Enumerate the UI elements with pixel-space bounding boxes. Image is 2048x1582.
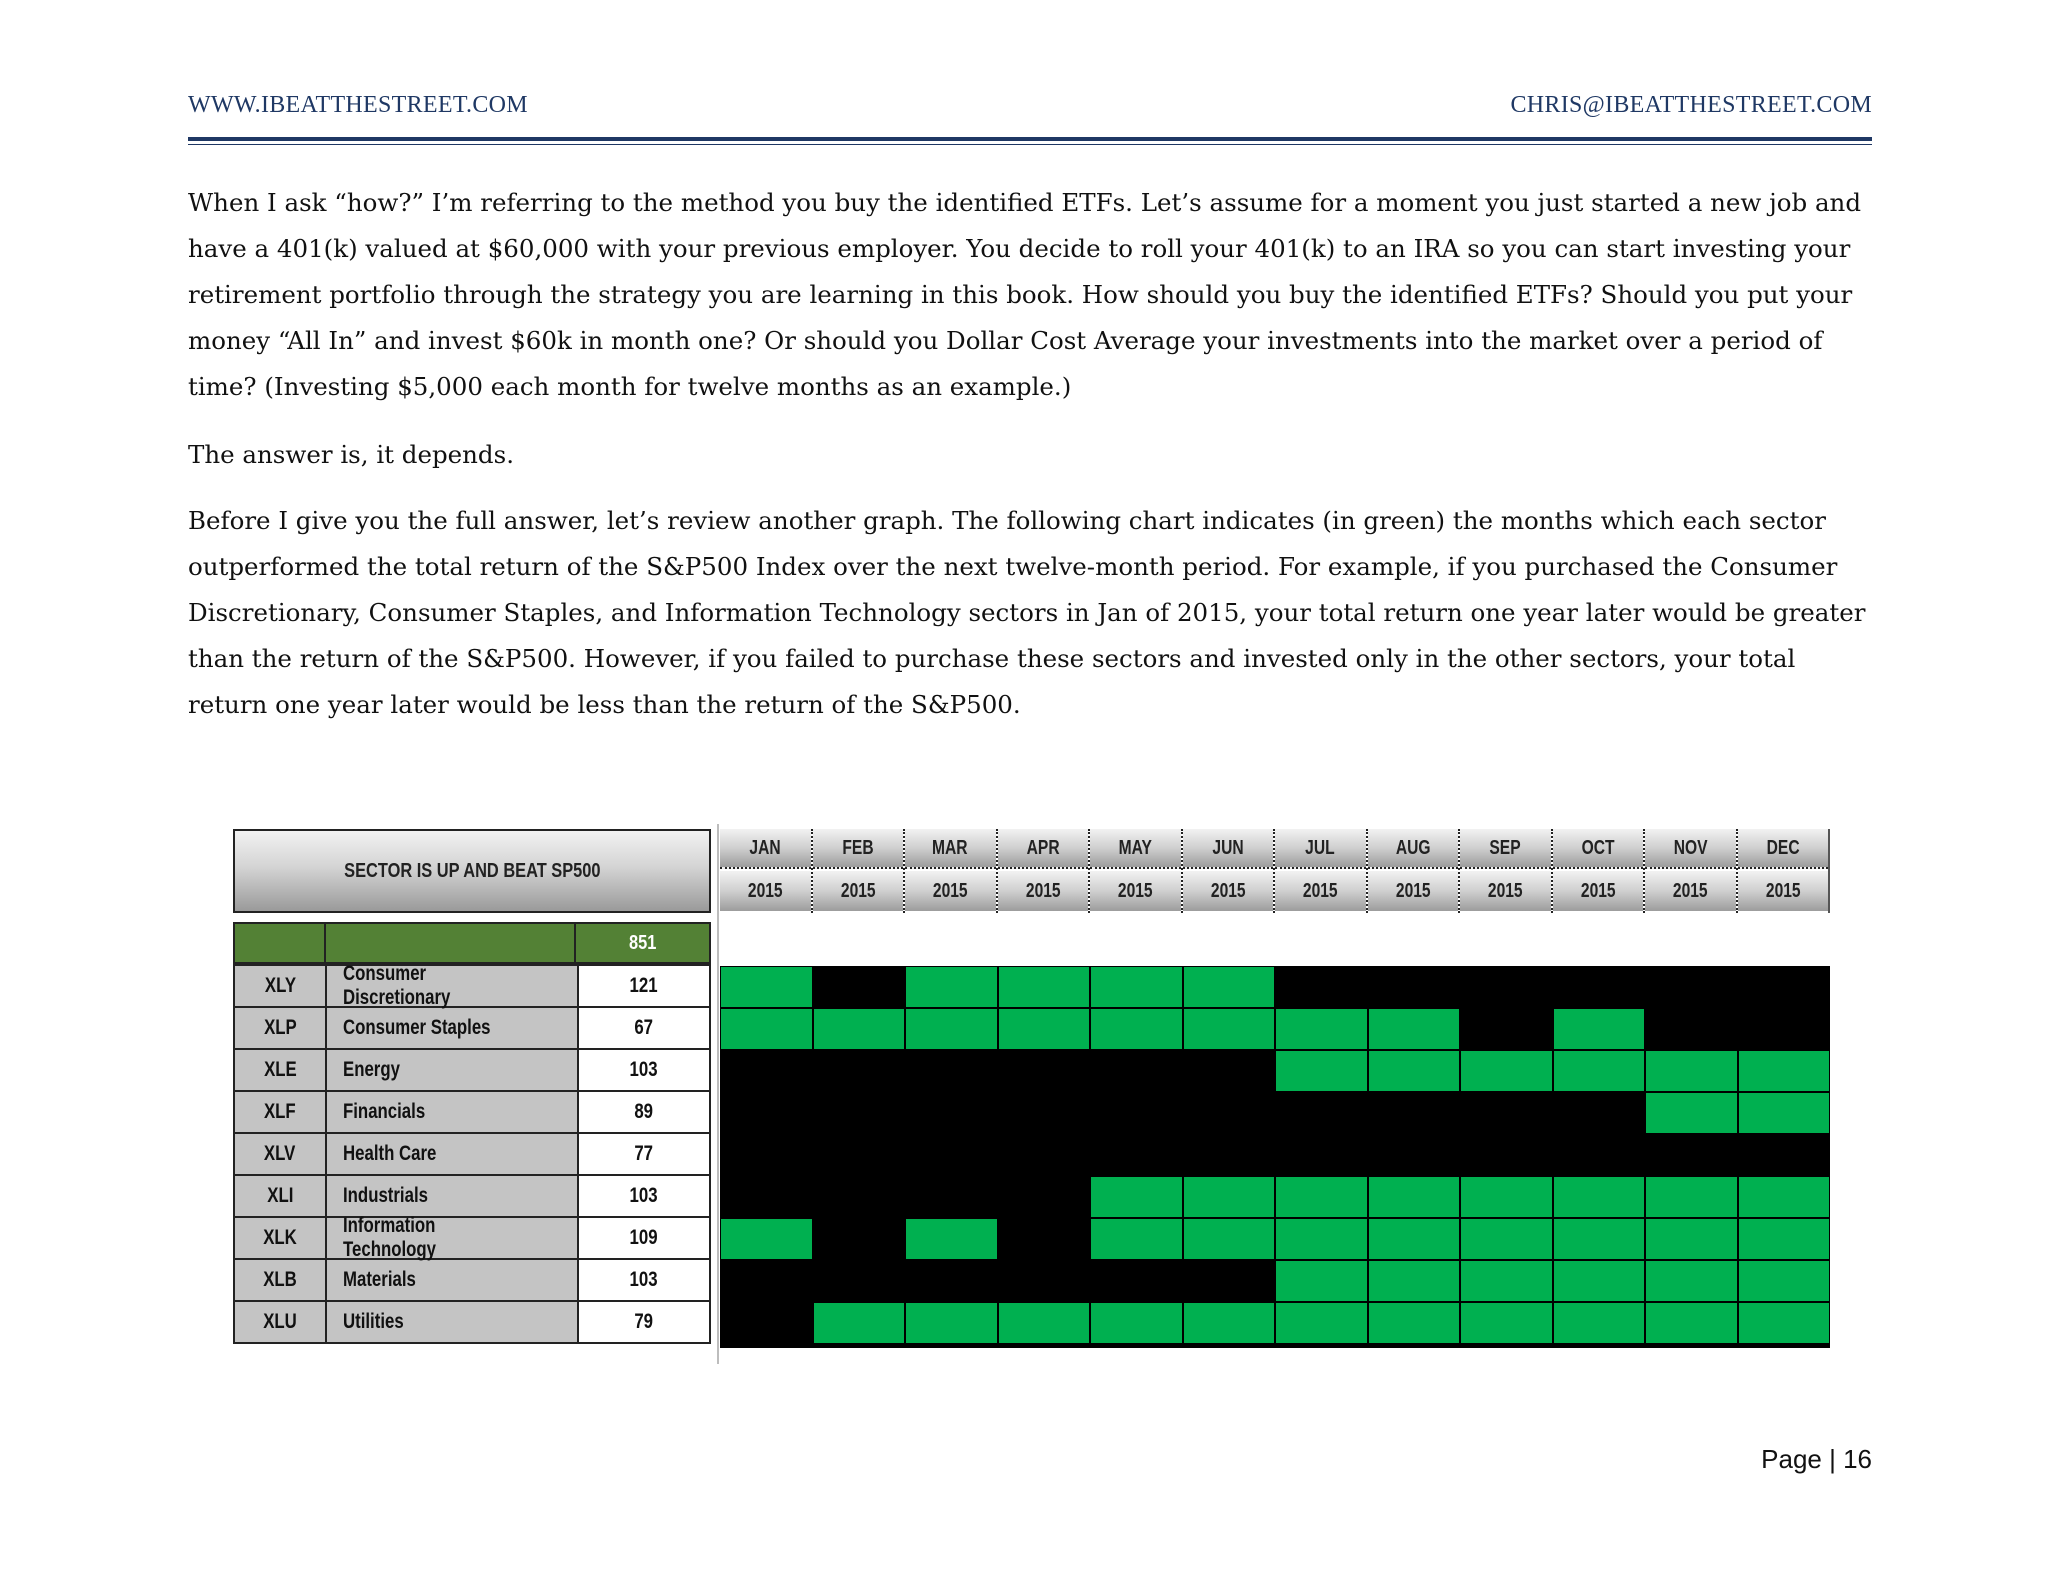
month-label-text: AUG — [1395, 836, 1431, 859]
beat-cell-green — [1368, 1302, 1461, 1344]
year-label-text: 2015 — [1395, 879, 1431, 902]
beat-cell-black — [998, 1218, 1091, 1260]
beat-cell-green — [1738, 1302, 1831, 1344]
beat-cell-green — [1275, 1176, 1368, 1218]
beat-cell-black — [720, 1134, 813, 1176]
month-label — [1460, 829, 1551, 869]
paragraph-text: Before I give you the full answer, let’s review another graph. The following chart indicates (in green) the months which each sector outperformed the total return of the S&P500 Index over the next twelve-month period. For example, if you purchased the Consumer Discretionary, Consumer Staples, and Information Technology sectors in Jan of 2015, your total return one year later would be greater than the return of the S&P500. However, if you failed to purchase these sectors and invested only in the other sectors, your total return one year later would be less than the return of the S&P500. — [188, 506, 1866, 719]
page-header — [188, 92, 1872, 126]
sector-ticker-cell — [235, 1092, 327, 1132]
beat-cell-green — [1275, 1008, 1368, 1050]
month-label — [1553, 829, 1644, 869]
beat-cell-green — [1738, 1050, 1831, 1092]
year-label — [1645, 871, 1736, 911]
sector-ticker-cell — [235, 1050, 327, 1090]
year-label — [813, 871, 904, 911]
sector-ticker-cell — [235, 1176, 327, 1216]
year-label — [1183, 871, 1274, 911]
beat-cell-green — [1553, 1260, 1646, 1302]
beat-cell-green — [1460, 1050, 1553, 1092]
paragraph-answer — [188, 432, 1878, 498]
beat-cell-black — [1738, 1134, 1831, 1176]
beat-cell-green — [1368, 1050, 1461, 1092]
sector-ticker: XLI — [266, 1184, 294, 1207]
beat-cell-black — [1090, 1260, 1183, 1302]
year-label — [1460, 871, 1551, 911]
beat-cell-black — [813, 1218, 906, 1260]
sector-count: 103 — [629, 1184, 659, 1207]
beat-cell-green — [1090, 1302, 1183, 1344]
paragraph-text: The answer is, it depends. — [188, 440, 514, 469]
year-label — [1553, 871, 1644, 911]
year-label-text: 2015 — [1672, 879, 1708, 902]
month-header-nov — [1645, 829, 1738, 913]
beat-cell-green — [1183, 966, 1276, 1008]
sector-name: Consumer Staples — [343, 1016, 491, 1039]
beat-cell-black — [1368, 1092, 1461, 1134]
year-label — [1090, 871, 1181, 911]
beat-cell-green — [1553, 1176, 1646, 1218]
month-label — [998, 829, 1089, 869]
beat-cell-black — [1368, 966, 1461, 1008]
beat-cell-green — [1738, 1176, 1831, 1218]
month-label — [813, 829, 904, 869]
beat-cell-black — [998, 1134, 1091, 1176]
header-rule-thin — [188, 144, 1872, 145]
beat-cell-green — [1645, 1302, 1738, 1344]
sector-count: 103 — [629, 1058, 659, 1081]
beat-cell-black — [1090, 1092, 1183, 1134]
table-row — [235, 1048, 709, 1090]
sector-name-cell — [327, 1176, 579, 1216]
sector-name-cell — [327, 1214, 579, 1261]
sector-name-cell — [327, 1050, 579, 1090]
year-label-text: 2015 — [1487, 879, 1523, 902]
beat-cell-black — [813, 1092, 906, 1134]
beat-cell-black — [1553, 966, 1646, 1008]
sector-ticker-cell — [235, 1134, 327, 1174]
year-label-text: 2015 — [1302, 879, 1338, 902]
beat-cell-green — [1183, 1302, 1276, 1344]
month-header-sep — [1460, 829, 1553, 913]
beat-cell-black — [1275, 1092, 1368, 1134]
month-header-oct — [1553, 829, 1646, 913]
beat-cell-black — [998, 1260, 1091, 1302]
beat-cell-green — [1368, 1218, 1461, 1260]
total-row — [233, 922, 711, 964]
sector-name-cell — [327, 1302, 579, 1342]
beat-cell-black — [1275, 1134, 1368, 1176]
month-header-jun — [1183, 829, 1276, 913]
month-header-jan — [720, 829, 813, 913]
beat-cell-black — [720, 1302, 813, 1344]
table-row — [235, 1006, 709, 1048]
beat-cell-black — [720, 1092, 813, 1134]
beat-cell-black — [1183, 1260, 1276, 1302]
beat-cell-green — [720, 966, 813, 1008]
header-rule-thick — [188, 137, 1872, 141]
beat-cell-black — [813, 1176, 906, 1218]
sector-count-cell — [579, 1008, 709, 1048]
beat-cell-black — [1460, 1008, 1553, 1050]
beat-cell-green — [905, 1302, 998, 1344]
beat-cell-black — [1645, 1134, 1738, 1176]
year-label — [1368, 871, 1459, 911]
beat-cell-black — [998, 1176, 1091, 1218]
beat-cell-black — [720, 1176, 813, 1218]
month-header-jul — [1275, 829, 1368, 913]
month-label — [1275, 829, 1366, 869]
chart-title-box — [233, 829, 711, 913]
sector-ticker: XLF — [264, 1100, 296, 1123]
beat-cell-green — [1553, 1008, 1646, 1050]
sector-name: Industrials — [343, 1184, 428, 1207]
beat-cell-green — [1460, 1302, 1553, 1344]
beat-cell-black — [905, 1260, 998, 1302]
beat-cell-green — [1460, 1218, 1553, 1260]
total-blank-cell — [235, 924, 326, 962]
beat-cell-green — [1738, 1092, 1831, 1134]
sector-ticker: XLU — [263, 1310, 297, 1333]
beat-cell-green — [1553, 1302, 1646, 1344]
table-row — [235, 962, 709, 1009]
month-label-text: OCT — [1581, 836, 1615, 859]
paragraph-text: When I ask “how?” I’m referring to the method you buy the identified ETFs. Let’s assume for a moment you just started a new job and have a 401(k) valued at $60,000 with your previous employer. You decide to roll your 401(k) to an IRA so you can start investing your retirement portfolio through the strategy you are learning in this book. How should you buy the identified ETFs? Should you put your money “All In” and invest $60k in month one? Or should you Dollar Cost Average your investments into the market over a period of time? (Investing $5,000 each month for twelve months as an example.) — [188, 188, 1862, 401]
beat-cell-black — [813, 1134, 906, 1176]
month-label-text: JUN — [1212, 836, 1244, 859]
month-label-text: APR — [1026, 836, 1060, 859]
beat-cell-black — [1090, 1050, 1183, 1092]
sector-name: Financials — [343, 1100, 426, 1123]
month-label-text: MAY — [1118, 836, 1152, 859]
sector-beat-chart — [233, 824, 1833, 1364]
table-row — [235, 1090, 709, 1132]
sector-count: 121 — [629, 974, 659, 997]
chart-divider — [717, 824, 719, 1364]
table-row — [235, 1300, 709, 1342]
sector-ticker: XLY — [264, 974, 296, 997]
month-label-text: FEB — [842, 836, 874, 859]
beat-cell-black — [813, 1260, 906, 1302]
sector-name: Materials — [343, 1268, 416, 1291]
beat-cell-green — [1460, 1176, 1553, 1218]
sector-count-cell — [579, 1302, 709, 1342]
beat-cell-black — [1275, 966, 1368, 1008]
beat-cell-green — [1275, 1260, 1368, 1302]
month-header-apr — [998, 829, 1091, 913]
beat-cell-green — [1183, 1008, 1276, 1050]
table-row — [235, 1132, 709, 1174]
beat-cell-green — [1090, 1008, 1183, 1050]
sector-count-cell — [579, 966, 709, 1006]
beat-cell-green — [1738, 1260, 1831, 1302]
sector-name: Utilities — [343, 1310, 404, 1333]
beat-cell-green — [1090, 1176, 1183, 1218]
sector-count-cell — [579, 1260, 709, 1300]
month-label — [1090, 829, 1181, 869]
month-label-text: SEP — [1489, 836, 1521, 859]
beat-cell-green — [813, 1008, 906, 1050]
email-address[interactable]: CHRIS@IBEATTHESTREET.COM — [1510, 92, 1872, 118]
beat-cell-green — [1275, 1218, 1368, 1260]
sector-count: 79 — [634, 1310, 654, 1333]
beat-cell-black — [1090, 1134, 1183, 1176]
beat-cell-green — [998, 966, 1091, 1008]
beat-cell-black — [1460, 1092, 1553, 1134]
beat-cell-black — [1645, 1008, 1738, 1050]
beat-cell-green — [1090, 966, 1183, 1008]
sector-count-cell — [579, 1092, 709, 1132]
beat-cell-green — [1460, 1260, 1553, 1302]
beat-cell-green — [1183, 1176, 1276, 1218]
sector-ticker-cell — [235, 1302, 327, 1342]
beat-cell-black — [1738, 966, 1831, 1008]
beat-cell-black — [1368, 1134, 1461, 1176]
beat-cell-black — [1553, 1134, 1646, 1176]
beat-grid — [720, 966, 1830, 1348]
beat-cell-green — [1645, 1218, 1738, 1260]
year-label-text: 2015 — [1210, 879, 1246, 902]
sector-name-cell — [327, 962, 579, 1009]
beat-cell-green — [720, 1008, 813, 1050]
sector-ticker-cell — [235, 1008, 327, 1048]
sector-name-cell — [327, 1008, 579, 1048]
month-label-text: JUL — [1305, 836, 1335, 859]
sector-name: Consumer Discretionary — [343, 962, 451, 1009]
year-label — [905, 871, 996, 911]
year-label-text: 2015 — [1580, 879, 1616, 902]
sector-name-cell — [327, 1092, 579, 1132]
page-number: Page | 16 — [1761, 1444, 1872, 1474]
table-row — [235, 1258, 709, 1300]
month-label — [905, 829, 996, 869]
beat-cell-black — [813, 966, 906, 1008]
year-label-text: 2015 — [840, 879, 876, 902]
website-url[interactable]: WWW.IBEATTHESTREET.COM — [188, 92, 528, 118]
beat-cell-green — [905, 1008, 998, 1050]
month-header-mar — [905, 829, 998, 913]
beat-cell-green — [905, 966, 998, 1008]
chart-title: SECTOR IS UP AND BEAT SP500 — [343, 859, 601, 882]
paragraph-how — [188, 180, 1878, 430]
beat-cell-black — [813, 1050, 906, 1092]
month-label — [1368, 829, 1459, 869]
year-label — [720, 871, 811, 911]
sector-ticker-cell — [235, 1218, 327, 1258]
paragraph-graph-intro — [188, 498, 1878, 748]
beat-cell-green — [1553, 1050, 1646, 1092]
sector-ticker: XLE — [263, 1058, 297, 1081]
month-label-text: NOV — [1673, 836, 1708, 859]
sector-ticker: XLV — [264, 1142, 296, 1165]
table-row — [235, 1174, 709, 1216]
year-label-text: 2015 — [747, 879, 783, 902]
beat-cell-green — [1645, 1260, 1738, 1302]
beat-cell-green — [813, 1302, 906, 1344]
sector-count: 67 — [634, 1016, 654, 1039]
month-label-text: JAN — [749, 836, 781, 859]
beat-cell-black — [1183, 1050, 1276, 1092]
sector-count: 77 — [634, 1142, 654, 1165]
beat-cell-green — [1738, 1218, 1831, 1260]
beat-cell-black — [905, 1050, 998, 1092]
total-count: 851 — [628, 931, 657, 954]
beat-cell-black — [998, 1092, 1091, 1134]
beat-cell-black — [905, 1176, 998, 1218]
beat-cell-black — [1553, 1092, 1646, 1134]
month-label — [1183, 829, 1274, 869]
beat-cell-green — [1275, 1302, 1368, 1344]
sector-name: Energy — [343, 1058, 400, 1081]
year-label — [998, 871, 1089, 911]
month-header-feb — [813, 829, 906, 913]
sector-ticker-cell — [235, 1260, 327, 1300]
month-label — [1738, 829, 1829, 869]
sector-table — [233, 964, 711, 1344]
year-label-text: 2015 — [1765, 879, 1801, 902]
sector-ticker-cell — [235, 966, 327, 1006]
month-header-may — [1090, 829, 1183, 913]
month-label — [1645, 829, 1736, 869]
month-label-text: DEC — [1766, 836, 1800, 859]
year-label — [1275, 871, 1366, 911]
sector-name: Health Care — [343, 1142, 437, 1165]
month-header-row — [720, 829, 1830, 913]
sector-ticker: XLP — [263, 1016, 297, 1039]
beat-cell-green — [1090, 1218, 1183, 1260]
total-blank-cell — [326, 924, 576, 962]
sector-count: 109 — [629, 1226, 659, 1249]
beat-cell-green — [1368, 1008, 1461, 1050]
month-label — [720, 829, 811, 869]
beat-cell-green — [1368, 1176, 1461, 1218]
beat-cell-black — [1183, 1092, 1276, 1134]
beat-cell-green — [905, 1218, 998, 1260]
sector-count-cell — [579, 1218, 709, 1258]
beat-cell-black — [1183, 1134, 1276, 1176]
beat-cell-green — [720, 1218, 813, 1260]
beat-cell-green — [1645, 1092, 1738, 1134]
beat-cell-black — [720, 1260, 813, 1302]
beat-cell-green — [1553, 1218, 1646, 1260]
year-label-text: 2015 — [1025, 879, 1061, 902]
beat-cell-green — [1275, 1050, 1368, 1092]
year-label — [1738, 871, 1829, 911]
total-count-cell — [576, 924, 709, 962]
sector-ticker: XLB — [263, 1268, 297, 1291]
month-label-text: MAR — [932, 836, 969, 859]
beat-cell-black — [998, 1050, 1091, 1092]
sector-count: 89 — [634, 1100, 654, 1123]
month-header-dec — [1738, 829, 1831, 913]
beat-cell-black — [1460, 1134, 1553, 1176]
month-header-aug — [1368, 829, 1461, 913]
beat-cell-green — [998, 1008, 1091, 1050]
beat-cell-green — [1645, 1050, 1738, 1092]
year-label-text: 2015 — [1117, 879, 1153, 902]
beat-cell-green — [998, 1302, 1091, 1344]
sector-count: 103 — [629, 1268, 659, 1291]
beat-cell-black — [1645, 966, 1738, 1008]
sector-name-cell — [327, 1260, 579, 1300]
beat-cell-green — [1183, 1218, 1276, 1260]
sector-count-cell — [579, 1134, 709, 1174]
beat-cell-black — [1460, 966, 1553, 1008]
sector-ticker: XLK — [263, 1226, 297, 1249]
sector-name: Information Technology — [343, 1214, 437, 1261]
beat-cell-green — [1368, 1260, 1461, 1302]
sector-count-cell — [579, 1050, 709, 1090]
year-label-text: 2015 — [932, 879, 968, 902]
beat-cell-black — [905, 1092, 998, 1134]
sector-count-cell — [579, 1176, 709, 1216]
beat-cell-black — [720, 1050, 813, 1092]
beat-cell-black — [905, 1134, 998, 1176]
beat-cell-green — [1645, 1176, 1738, 1218]
beat-cell-black — [1738, 1008, 1831, 1050]
table-row — [235, 1214, 709, 1261]
sector-name-cell — [327, 1134, 579, 1174]
